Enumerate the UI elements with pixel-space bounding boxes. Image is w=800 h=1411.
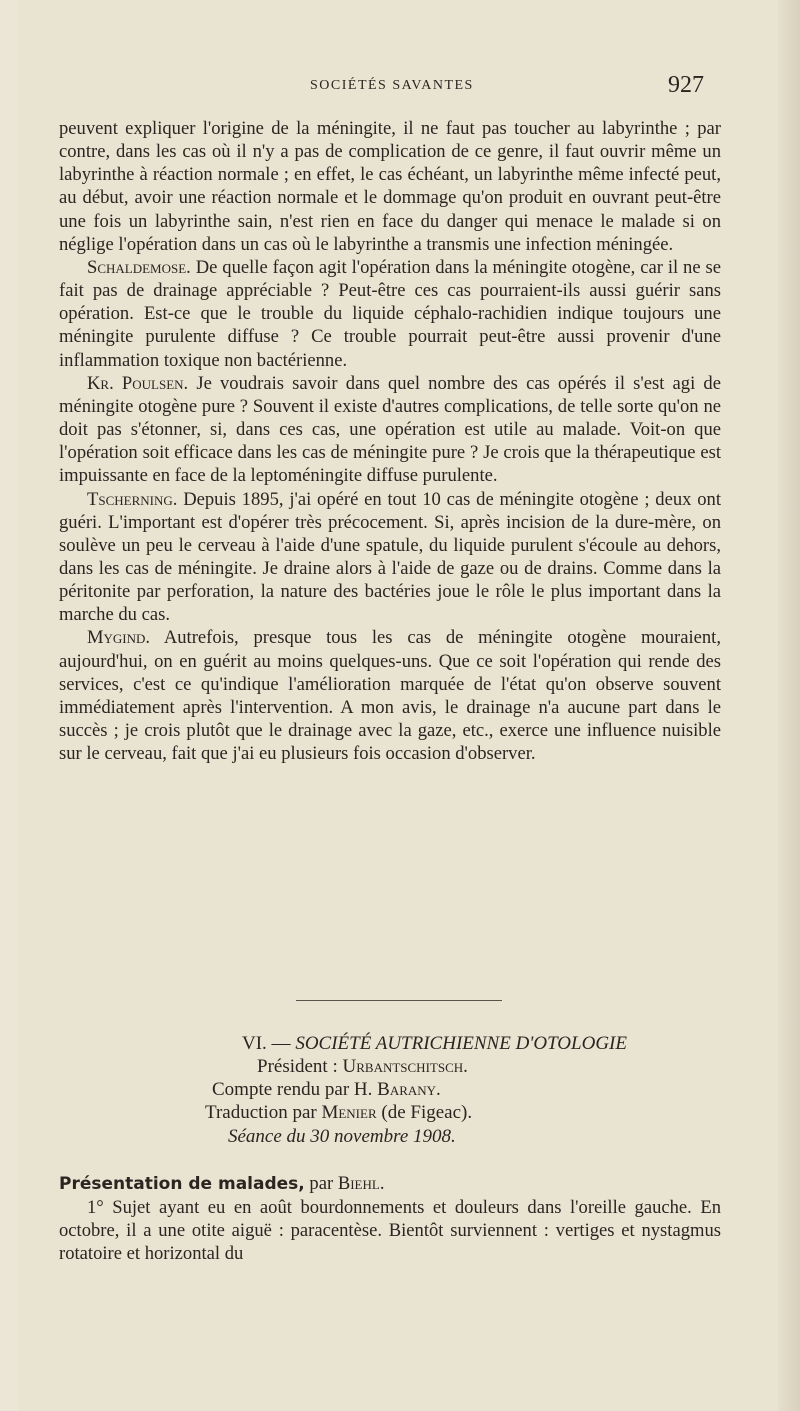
- translation-line: [205, 1101, 472, 1125]
- paragraph-text: Depuis 1895, j'ai opéré en tout 10 cas de méningite otogène ; deux ont guéri. L'important est d'opérer très précocement. Si, après incision de la dure-mère, on soulève un peu le cerveau à l'aide d'une spatule, du liquide purulent s'écoule au dehors, dans les cas de méningite. Je draine alors à l'aide de gaze ou de drains. Comme dans la péritonite par perforation, la nature des bactéries joue le rôle le plus important dans la marche du cas.: [59, 488, 721, 626]
- president-name: Urbantschitsch.: [342, 1056, 468, 1077]
- session-line: Séance du 30 novembre 1908.: [228, 1126, 456, 1147]
- paragraph-text: Autrefois, presque tous les cas de méningite otogène mouraient, aujourd'hui, on en guérit au moins quelques-uns. Que ce soit l'opération qui rende des services, c'est ce qu'indique l'amélioration marquée de l'état qu'on observe souvent immédiatement après l'intervention. A mon avis, le drainage n'a aucune part dans le succès ; je crois plutôt que le drainage avec la gaze, etc., exerce une influence nuisible sur le cerveau, fait que j'ai eu plusieurs fois occasion d'observer.: [59, 627, 721, 765]
- presentation-heading: [59, 1172, 721, 1196]
- speaker-name: Schaldemose.: [87, 256, 191, 278]
- presentation-by: par: [304, 1173, 338, 1194]
- translation-name: Menier: [321, 1102, 377, 1123]
- paragraph-text: peuvent expliquer l'origine de la méningite, il ne faut pas toucher au labyrinthe ; par contre, dans les cas où il n'y a pas de complication de ce genre, il faut ouvrir même un labyrinthe à réaction normale ; en effet, le cas échéant, un labyrinthe même infecté peut, au début, avoir une réaction normale et le dommage qu'on produit en ouvrant peut-être une fois un labyrinthe sain, n'est rien en face du danger qui menace le malade si on néglige l'opération dans un cas où le labyrinthe a transmis une infection méningée.: [59, 118, 721, 255]
- report-name: Barany.: [377, 1079, 441, 1100]
- speaker-name: Kr. Poulsen.: [87, 372, 189, 394]
- main-body-text: [59, 117, 721, 765]
- report-label: Compte rendu par H.: [212, 1079, 378, 1100]
- presentation-title: Présentation de malades,: [59, 1174, 305, 1194]
- presentation-text: 1° Sujet ayant eu en août bourdonnements et douleurs dans l'oreille gauche. En octobre, il a une otite aiguë : paracentèse. Bientôt surviennent : vertiges et nystagmus rotatoire et horizontal du: [59, 1197, 721, 1265]
- section-title: SOCIÉTÉ AUTRICHIENNE D'OTOLOGIE: [295, 1033, 627, 1054]
- paragraph-tscherning: [59, 488, 721, 627]
- paragraph-schaldemose: [59, 256, 721, 372]
- page-number: 927: [668, 72, 704, 98]
- report-line: [212, 1078, 441, 1102]
- speaker-name: Mygind.: [87, 627, 151, 649]
- paragraph-poulsen: [59, 372, 721, 488]
- section-divider: [296, 1000, 502, 1001]
- president-label: Président :: [257, 1056, 343, 1077]
- translation-label: Traduction par: [205, 1102, 322, 1123]
- presentation-block: [59, 1172, 721, 1266]
- paragraph-mygind: [59, 626, 721, 765]
- section-title-line: [242, 1032, 627, 1056]
- running-title: SOCIÉTÉS SAVANTES: [310, 78, 474, 93]
- page-edge-shadow: [778, 0, 800, 1411]
- presentation-author: Biehl.: [337, 1173, 385, 1194]
- translation-suffix: (de Figeac).: [376, 1102, 473, 1123]
- speaker-name: Tscherning.: [87, 488, 178, 510]
- paragraph-text: De quelle façon agit l'opération dans la méningite otogène, car il ne se fait pas de drainage appréciable ? Peut-être ces cas pourraient-ils aussi guérir sans opération. Est-ce que le trouble du liquide céphalo-rachidien indique toujours une méningite purulente diffuse ? Ce trouble pourrait peut-être aussi provenir d'une inflammation toxique non bactérienne.: [59, 256, 721, 371]
- running-header: [0, 72, 800, 100]
- president-line: [257, 1055, 468, 1079]
- paragraph-text: Je voudrais savoir dans quel nombre des cas opérés il s'est agi de méningite otogène pure ? Souvent il existe d'autres complications, de telle sorte qu'on ne doit pas s'étonner, si, dans ces cas, une opération est utile au malade. Voit-on que l'opération soit efficace dans les cas de méningite pure ? Je crois que la thérapeutique est impuissante en face de la leptoméningite diffuse purulente.: [59, 372, 721, 487]
- paragraph-continuation: [59, 117, 721, 256]
- section-number: VI. —: [242, 1033, 291, 1054]
